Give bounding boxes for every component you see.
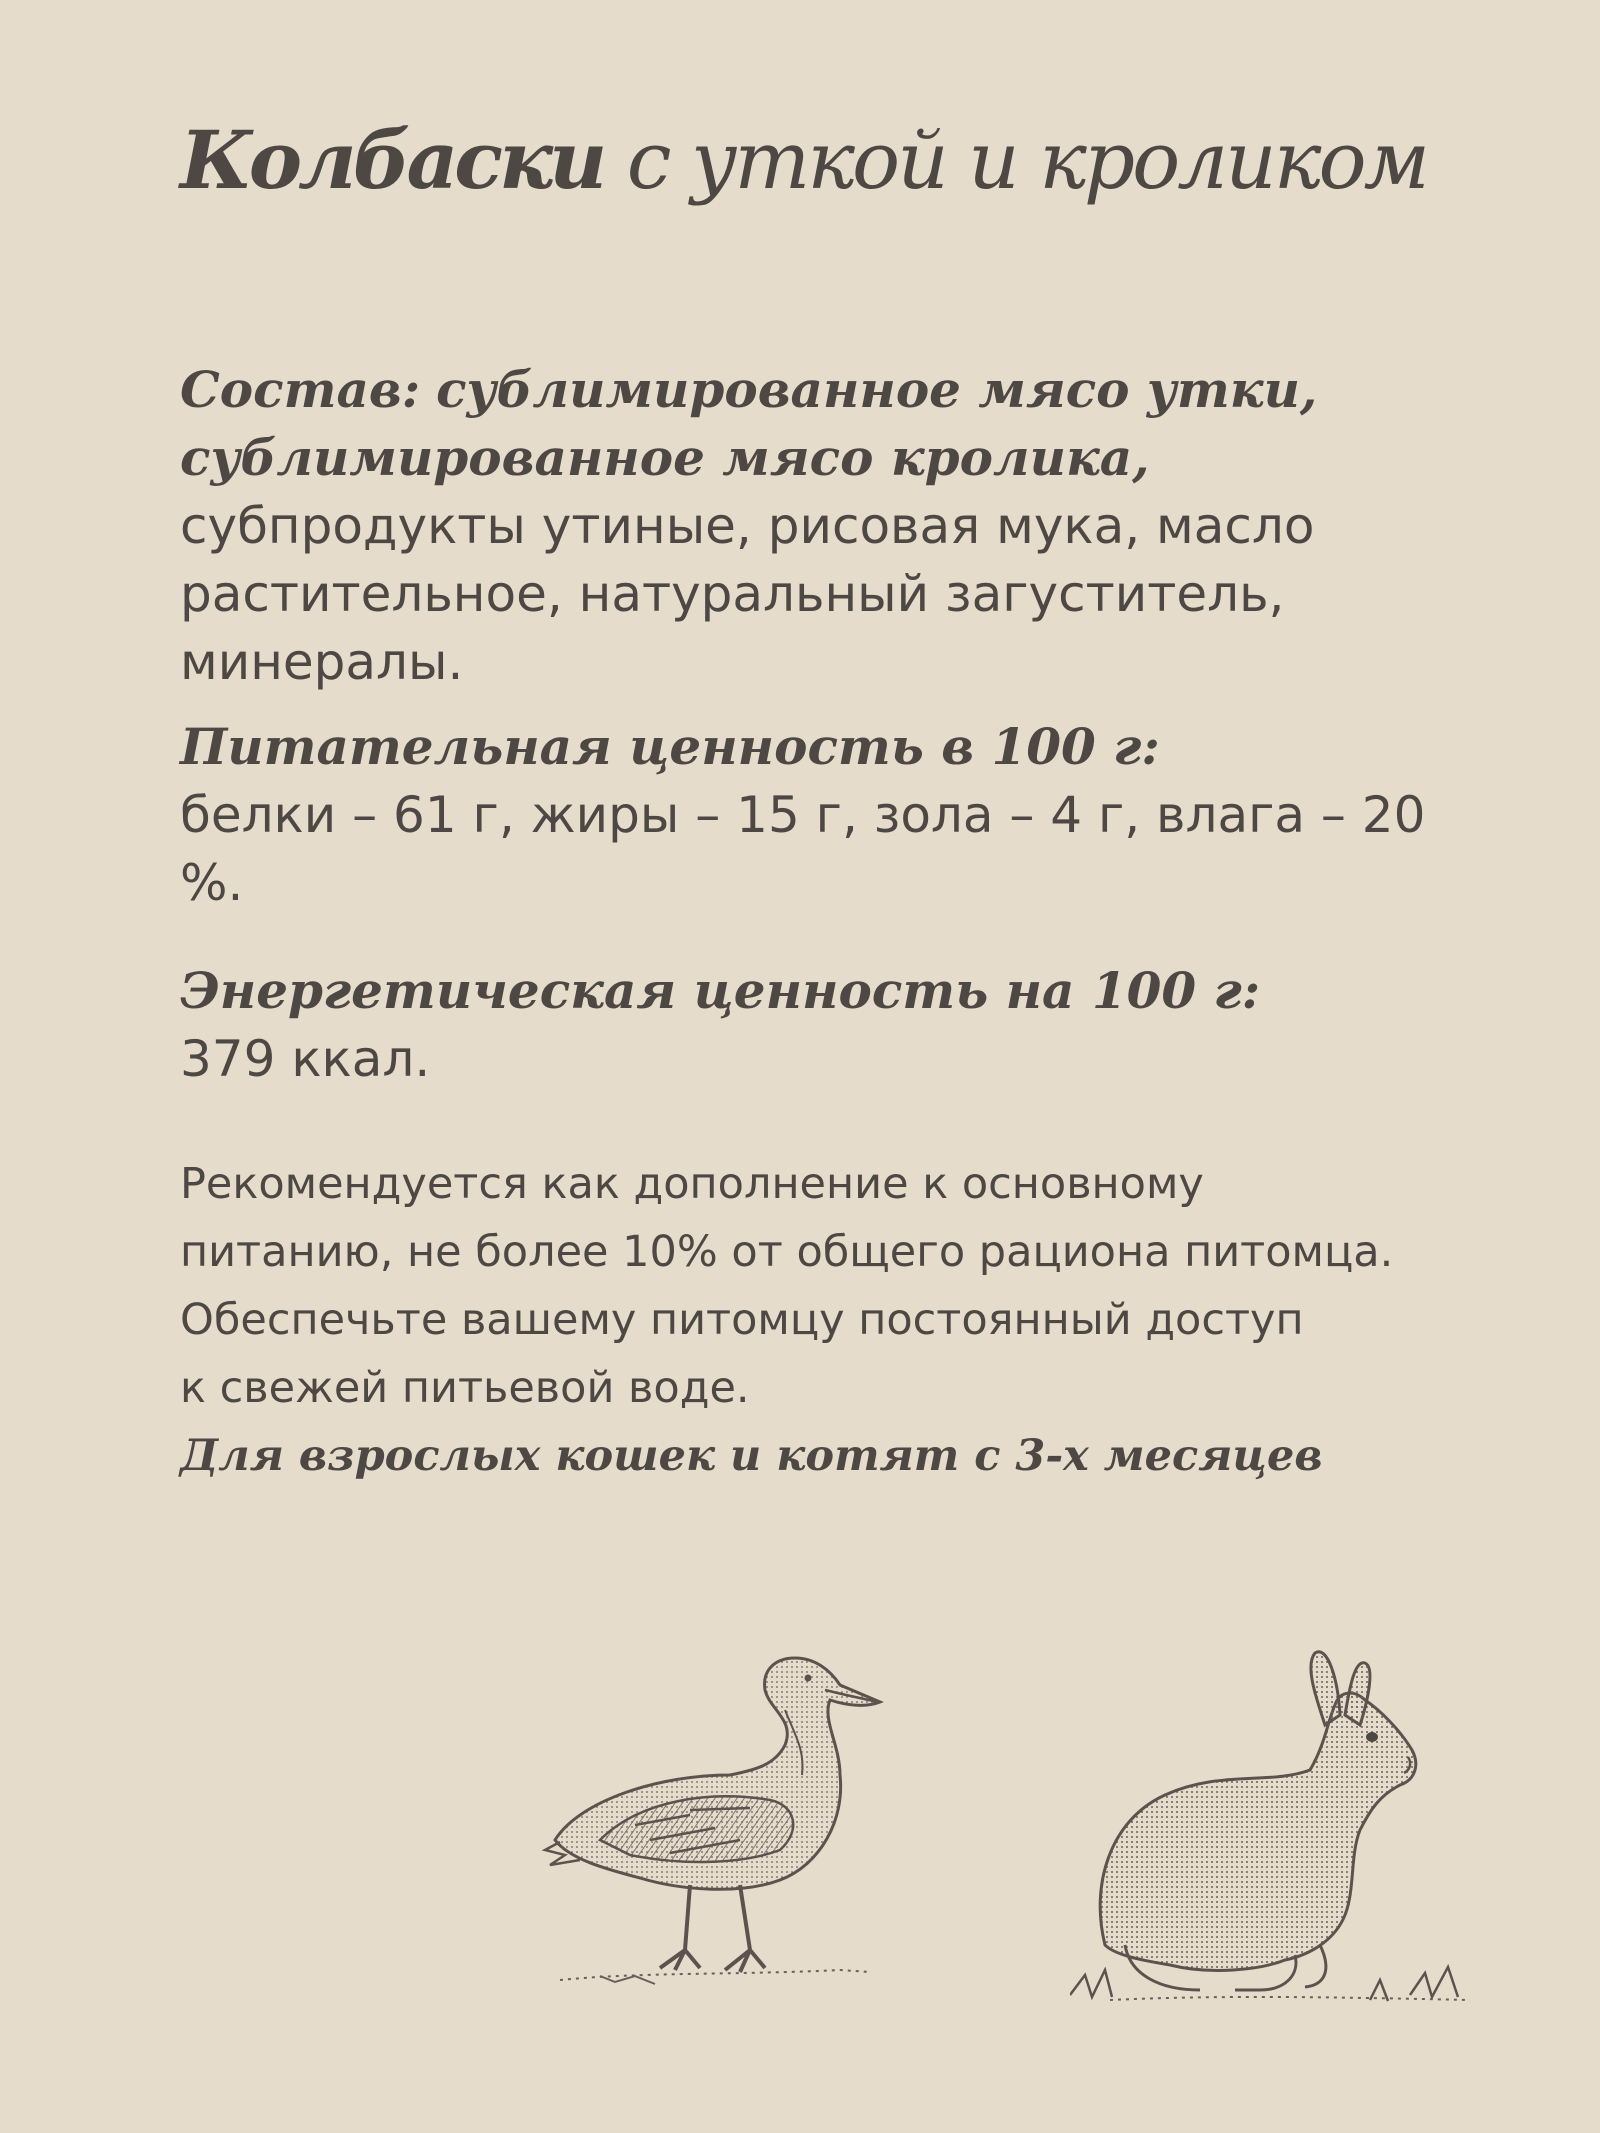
audience-note: Для взрослых кошек и котят с 3-х месяцев <box>180 1431 1323 1481</box>
note-line-4: к свежей питьевой воде. <box>180 1363 750 1413</box>
composition-rest: субпродукты утиные, рисовая мука, масло растительное, натуральный загуститель, минералы. <box>180 497 1315 691</box>
product-title <box>180 113 1427 207</box>
nutrition-values: белки – 61 г, жиры – 15 г, зола – 4 г, влага – 20 %. <box>180 786 1426 912</box>
rabbit-icon <box>1070 1645 1480 2025</box>
title-bold: Колбаски <box>180 113 604 207</box>
composition-section <box>180 356 1460 696</box>
energy-section <box>180 957 1460 1093</box>
nutrition-section <box>180 713 1460 917</box>
composition-highlight: сублимированное мясо утки, сублимированное мясо кролика, <box>180 360 1318 487</box>
note-line-1: Рекомендуется как дополнение к основному <box>180 1159 1204 1209</box>
note-line-2: питанию, не более 10% от общего рациона питомца. <box>180 1227 1394 1277</box>
nutrition-label: Питательная ценность в 100 г: <box>180 717 1160 776</box>
title-regular: с уткой и кроликом <box>626 114 1427 207</box>
energy-value: 379 ккал. <box>180 1030 431 1088</box>
note-line-3: Обеспечьте вашему питомцу постоянный доступ <box>180 1295 1304 1345</box>
goose-icon <box>540 1650 930 2030</box>
energy-label: Энергетическая ценность на 100 г: <box>180 961 1261 1020</box>
composition-label: Состав: <box>180 360 421 419</box>
usage-note <box>180 1150 1480 1490</box>
